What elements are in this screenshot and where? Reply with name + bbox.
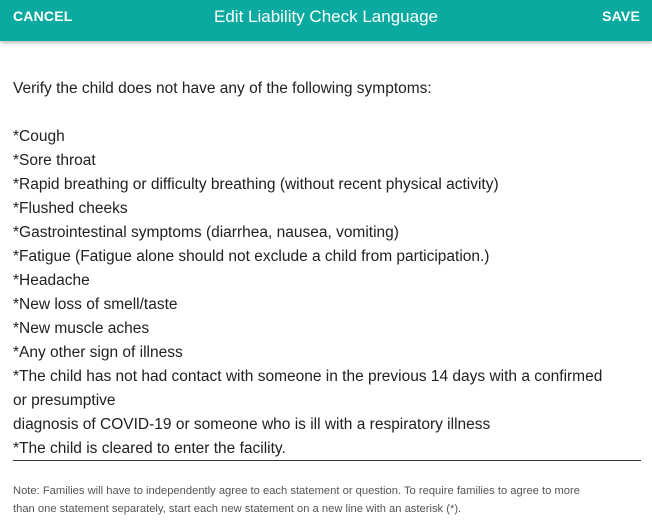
text-line: *Gastrointestinal symptoms (diarrhea, nausea, vomiting) bbox=[13, 224, 399, 241]
text-line: *Cough bbox=[13, 128, 65, 145]
text-line: *New loss of smell/taste bbox=[13, 296, 178, 313]
text-line: *Fatigue (Fatigue alone should not exclude a child from participation.) bbox=[13, 248, 490, 265]
text-line: *Flushed cheeks bbox=[13, 200, 128, 217]
text-line: *Any other sign of illness bbox=[13, 344, 183, 361]
top-app-bar bbox=[0, 0, 652, 41]
textarea-underline bbox=[13, 460, 641, 461]
text-line: *Rapid breathing or difficulty breathing (without recent physical activity) bbox=[13, 176, 499, 193]
text-line: Verify the child does not have any of the following symptoms: bbox=[13, 80, 432, 97]
cancel-button[interactable]: CANCEL bbox=[13, 8, 73, 24]
page-title: Edit Liability Check Language bbox=[214, 7, 438, 26]
save-button[interactable]: SAVE bbox=[602, 8, 640, 24]
text-line: diagnosis of COVID-19 or someone who is ill with a respiratory illness bbox=[13, 416, 491, 433]
helper-note-line: Note: Families will have to independently agree to each statement or question. To require families to agree to more bbox=[13, 485, 580, 497]
helper-note bbox=[13, 482, 643, 518]
text-line: *The child is cleared to enter the facility. bbox=[13, 440, 286, 457]
text-line: or presumptive bbox=[13, 392, 116, 409]
text-line: *Sore throat bbox=[13, 152, 96, 169]
text-line: *New muscle aches bbox=[13, 320, 150, 337]
text-line bbox=[13, 101, 641, 125]
liability-language-textarea[interactable] bbox=[13, 77, 641, 461]
text-line: *Headache bbox=[13, 272, 90, 289]
helper-note-line: than one statement separately, start each new statement on a new line with an asterisk (*). bbox=[13, 503, 462, 515]
text-line: *The child has not had contact with someone in the previous 14 days with a confirmed bbox=[13, 368, 603, 385]
